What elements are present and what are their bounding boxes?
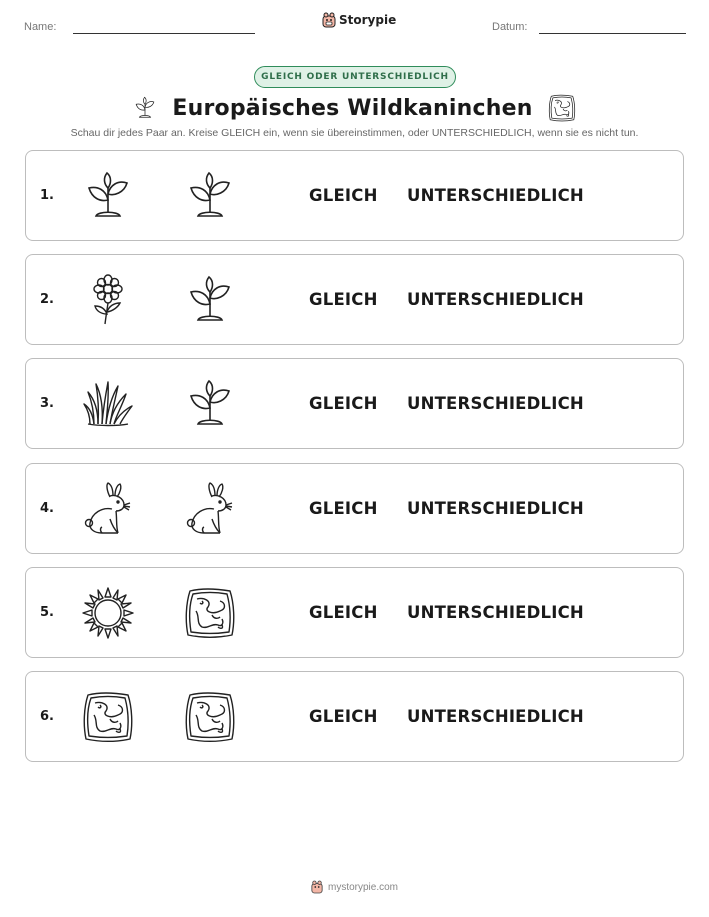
badge-label: GLEICH ODER UNTERSCHIEDLICH [261,72,449,82]
option-unterschiedlich[interactable]: UNTERSCHIEDLICH [407,602,584,622]
burrow-icon [182,585,238,641]
exercise-row [25,463,684,554]
sprout-icon [182,168,238,224]
option-gleich[interactable]: GLEICH [309,707,378,726]
row-number: 5. [40,604,54,620]
burrow-icon [182,689,238,745]
option-gleich[interactable]: GLEICH [309,498,378,518]
exercise-row [25,254,684,345]
rabbit-icon [182,481,238,537]
storypie-logo [322,12,396,28]
row-number: 6. [40,709,54,724]
sun-icon [80,585,136,641]
footer-url: mystorypie.com [327,881,398,893]
exercise-row [25,567,684,658]
option-gleich[interactable]: GLEICH [309,602,378,622]
option-gleich[interactable]: GLEICH [309,290,378,310]
option-gleich[interactable]: GLEICH [309,186,378,205]
option-unterschiedlich[interactable]: UNTERSCHIEDLICH [407,290,584,310]
worksheet-header [0,0,709,40]
flower-icon [80,272,136,328]
burrow-icon [547,93,577,123]
title-row [0,90,709,126]
exercise-row [25,358,684,449]
storypie-mascot-icon [322,12,336,28]
name-label: Name: [24,21,57,33]
row-number: 3. [40,396,54,412]
instructions: Schau dir jedes Paar an. Kreise GLEICH ein, wenn sie übereinstimmen, oder UNTERSCHIEDLICH, wenn sie es nicht tun. [70,127,639,139]
row-number: 2. [40,292,54,308]
option-gleich[interactable]: GLEICH [309,394,378,414]
sprout-icon [80,168,136,224]
option-unterschiedlich[interactable]: UNTERSCHIEDLICH [407,186,584,205]
footer [0,880,709,894]
exercise-row [25,150,684,241]
sprout-icon [182,376,238,432]
exercise-row [25,671,684,762]
name-line[interactable] [73,33,255,34]
sprout-icon [132,95,158,121]
row-number: 4. [40,500,54,516]
sprout-icon [182,272,238,328]
date-line[interactable] [539,33,686,34]
page-title: Europäisches Wildkaninchen [172,95,533,121]
rabbit-icon [80,481,136,537]
option-unterschiedlich[interactable]: UNTERSCHIEDLICH [407,394,584,414]
option-unterschiedlich[interactable]: UNTERSCHIEDLICH [407,498,584,518]
option-unterschiedlich[interactable]: UNTERSCHIEDLICH [407,707,584,726]
row-number: 1. [40,188,54,203]
date-label: Datum: [492,21,528,33]
burrow-icon [80,689,136,745]
brand-name: Storypie [339,13,397,27]
storypie-mascot-icon [311,880,323,894]
worksheet-type-badge [254,66,456,88]
grass-icon [80,376,136,432]
